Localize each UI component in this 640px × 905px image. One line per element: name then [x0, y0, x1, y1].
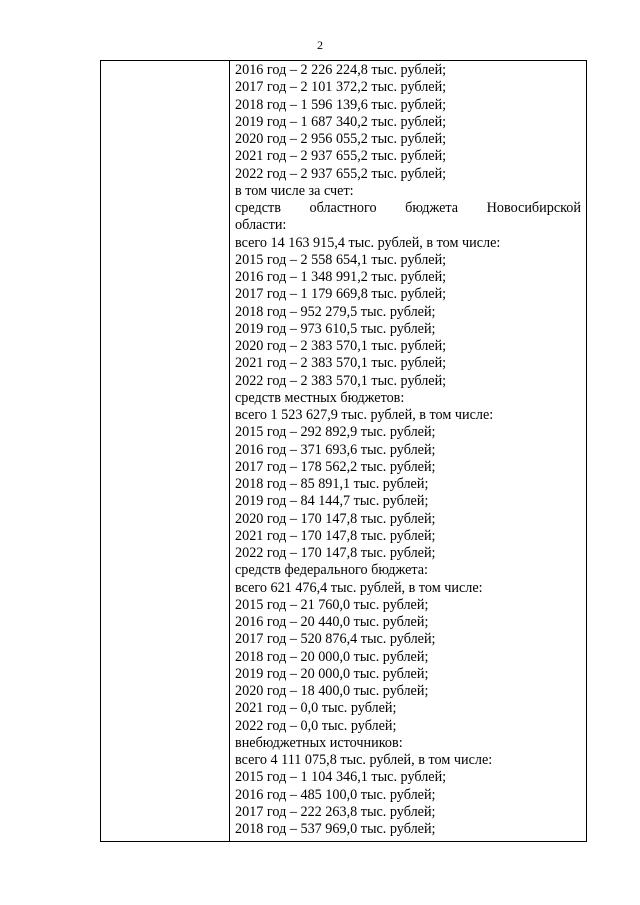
text-line: 2020 год – 18 400,0 тыс. рублей; — [235, 683, 429, 699]
text-line: 2019 год – 84 144,7 тыс. рублей; — [235, 493, 429, 510]
text-line: 2015 год – 2 558 654,1 тыс. рублей; — [235, 251, 447, 268]
text-line: 2017 год – 520 876,4 тыс. рублей; — [235, 631, 436, 648]
word: Новосибирской — [486, 200, 581, 216]
text-line: 2022 год – 2 383 570,1 тыс. рублей; — [235, 372, 447, 389]
word: средств — [235, 200, 281, 216]
text-line: 2017 год – 222 263,8 тыс. рублей; — [235, 803, 436, 820]
text-line: 2018 год – 85 891,1 тыс. рублей; — [235, 476, 429, 492]
text-line: 2022 год – 170 147,8 тыс. рублей; — [235, 545, 436, 561]
text-line: 2021 год – 0,0 тыс. рублей; — [235, 700, 397, 717]
table-row — [101, 61, 587, 842]
text-line: 2018 год – 20 000,0 тыс. рублей; — [235, 648, 429, 665]
text-line: 2021 год – 170 147,8 тыс. рублей; — [235, 527, 436, 544]
text-line: 2022 год – 0,0 тыс. рублей; — [235, 717, 397, 734]
text-line: 2021 год – 2 383 570,1 тыс. рублей; — [235, 355, 447, 372]
text-line: в том числе за счет: — [235, 182, 354, 199]
text-line: 2018 год – 952 279,5 тыс. рублей; — [235, 303, 436, 320]
text-line: 2017 год – 1 179 669,8 тыс. рублей; — [235, 286, 447, 303]
text-line: всего 621 476,4 тыс. рублей, в том числе: — [235, 579, 483, 596]
text-line: 2017 год – 178 562,2 тыс. рублей; — [235, 458, 436, 475]
text-line: средств местных бюджетов: — [235, 389, 405, 406]
text-line: всего 14 163 915,4 тыс. рублей, в том числе: — [235, 234, 501, 251]
text-line: 2016 год – 1 348 991,2 тыс. рублей; — [235, 269, 447, 285]
text-line: 2020 год – 170 147,8 тыс. рублей; — [235, 510, 436, 527]
text-line: 2018 год – 537 969,0 тыс. рублей; — [235, 821, 436, 837]
text-line: 2016 год – 371 693,6 тыс. рублей; — [235, 441, 436, 458]
text-line: 2020 год – 2 956 055,2 тыс. рублей; — [235, 131, 447, 147]
word: бюджета — [405, 200, 459, 216]
text-line: 2019 год – 973 610,5 тыс. рублей; — [235, 320, 436, 337]
text-line: 2017 год – 2 101 372,2 тыс. рублей; — [235, 79, 447, 96]
text-line: всего 1 523 627,9 тыс. рублей, в том числе: — [235, 407, 494, 423]
word: областного — [309, 200, 377, 216]
text-line: 2015 год – 21 760,0 тыс. рублей; — [235, 596, 429, 613]
text-line: всего 4 111 075,8 тыс. рублей, в том числе: — [235, 752, 493, 768]
text-line: 2016 год – 485 100,0 тыс. рублей; — [235, 786, 436, 803]
text-line: 2022 год – 2 937 655,2 тыс. рублей; — [235, 165, 447, 182]
table-right-cell — [230, 61, 587, 842]
text-line: 2019 год – 20 000,0 тыс. рублей; — [235, 665, 429, 682]
page-number: 2 — [317, 38, 323, 52]
text-line: средств федерального бюджета: — [235, 562, 428, 579]
text-line: 2019 год – 1 687 340,2 тыс. рублей; — [235, 113, 447, 130]
text-line: 2016 год – 20 440,0 тыс. рублей; — [235, 614, 429, 630]
text-line: области: — [235, 217, 287, 234]
text-line: 2018 год – 1 596 139,6 тыс. рублей; — [235, 96, 447, 113]
text-line: 2015 год – 292 892,9 тыс. рублей; — [235, 424, 436, 441]
text-line: внебюджетных источников: — [235, 734, 403, 751]
text-line: 2015 год – 1 104 346,1 тыс. рублей; — [235, 769, 447, 786]
table-left-cell — [101, 61, 230, 842]
text-line: 2016 год – 2 226 224,8 тыс. рублей; — [235, 62, 447, 78]
justified-text-line — [235, 200, 581, 217]
funding-table — [100, 60, 587, 842]
text-line: 2020 год – 2 383 570,1 тыс. рублей; — [235, 338, 447, 354]
text-line: 2021 год – 2 937 655,2 тыс. рублей; — [235, 148, 447, 165]
